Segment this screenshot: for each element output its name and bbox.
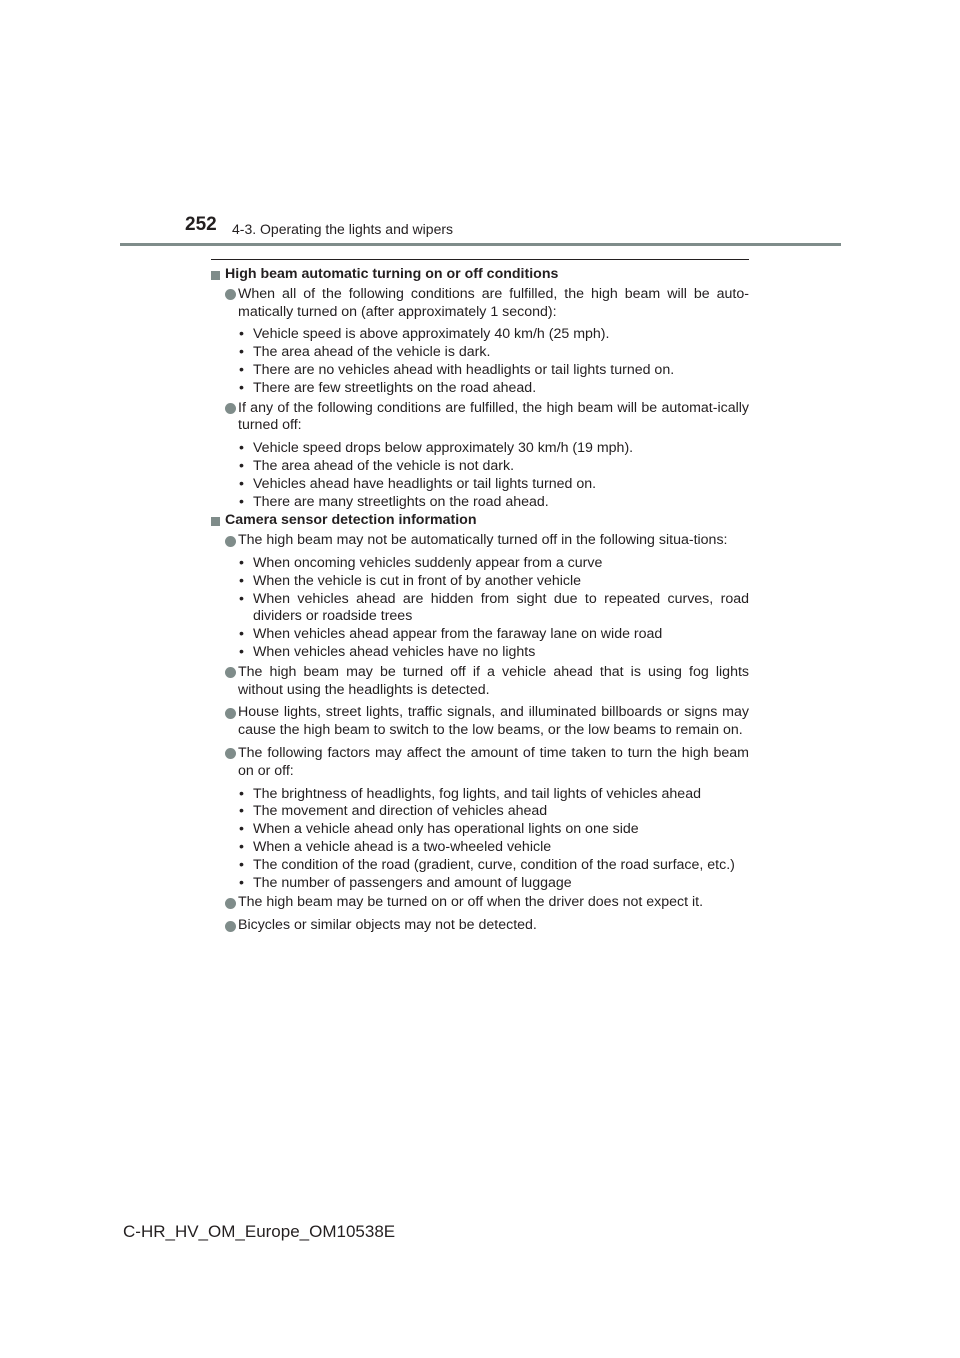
dot-marker: • — [239, 475, 244, 492]
bullet-item — [211, 400, 749, 436]
section-heading-text: High beam automatic turning on or off conditions — [225, 266, 559, 282]
square-bullet-icon — [211, 271, 220, 280]
bullet-text: When all of the following conditions are fulfilled, the high beam will be auto-matically turned on (after approximately 1 second): — [238, 285, 749, 320]
dot-marker: • — [239, 803, 244, 820]
circle-bullet-icon — [225, 536, 236, 547]
sub-list-item: • When vehicles ahead are hidden from sight due to repeated curves, road dividers or roadside trees — [239, 590, 749, 625]
sub-list-item: • The area ahead of the vehicle is not dark. — [239, 457, 515, 474]
circle-bullet-icon — [225, 898, 236, 909]
square-bullet-icon — [211, 517, 220, 526]
sub-list-item: • When vehicles ahead appear from the faraway lane on wide road — [239, 626, 663, 643]
document-code: C-HR_HV_OM_Europe_OM10538E — [123, 1222, 396, 1241]
sub-list-item: • Vehicles ahead have headlights or tail lights turned on. — [239, 475, 597, 492]
circle-bullet-icon — [225, 403, 236, 414]
circle-bullet-icon — [225, 289, 236, 300]
header-divider — [120, 243, 841, 246]
dot-marker: • — [239, 457, 244, 474]
dot-marker: • — [239, 361, 244, 378]
bullet-item — [211, 286, 749, 322]
dot-marker: • — [239, 344, 244, 361]
bullet-item — [211, 704, 749, 740]
sub-list-item: • The brightness of headlights, fog lights, and tail lights of vehicles ahead — [239, 785, 701, 802]
bullet-item — [211, 917, 749, 935]
sub-list — [238, 326, 749, 397]
dot-marker: • — [239, 493, 244, 510]
dot-marker: • — [239, 643, 244, 660]
sub-list-item: • The movement and direction of vehicles ahead — [239, 803, 548, 820]
dot-marker: • — [239, 874, 244, 891]
dot-marker: • — [239, 554, 244, 571]
bullet-text: If any of the following conditions are fulfilled, the high beam will be automat-ically turned off: — [238, 399, 749, 434]
sub-list-item: • When a vehicle ahead only has operational lights on one side — [239, 821, 639, 838]
dot-marker: • — [239, 440, 244, 457]
sub-list-item: • The condition of the road (gradient, curve, condition of the road surface, etc.) — [239, 856, 735, 873]
dot-marker: • — [239, 785, 244, 802]
circle-bullet-icon — [225, 921, 236, 932]
page-number: 252 — [185, 214, 217, 235]
dot-marker: • — [239, 821, 244, 838]
sub-list — [238, 440, 749, 511]
page-content — [211, 265, 749, 935]
sub-list-item: • The area ahead of the vehicle is dark. — [239, 344, 491, 361]
bullet-item — [211, 894, 749, 912]
section-heading — [211, 512, 749, 530]
sub-list — [238, 786, 749, 893]
sub-list-item: • Vehicle speed is above approximately 40 km/h (25 mph). — [239, 326, 610, 343]
section-title: 4-3. Operating the lights and wipers — [232, 221, 454, 237]
sub-list — [238, 555, 749, 662]
sub-list-item: • The number of passengers and amount of luggage — [239, 874, 572, 891]
bullet-text: The following factors may affect the amount of time taken to turn the high beam on or off: — [238, 744, 749, 779]
bullet-text: The high beam may not be automatically turned off in the following situa-tions: — [238, 532, 728, 549]
dot-marker: • — [239, 838, 244, 855]
sub-list-item: • When oncoming vehicles suddenly appear from a curve — [239, 554, 603, 571]
sub-list-item: • There are few streetlights on the road ahead. — [239, 379, 537, 396]
circle-bullet-icon — [225, 708, 236, 719]
bullet-item — [211, 532, 749, 550]
sub-list-item: • Vehicle speed drops below approximately 30 km/h (19 mph). — [239, 440, 634, 457]
bullet-text: The high beam may be turned off if a vehicle ahead that is using fog lights without using the headlights is detected. — [238, 663, 749, 698]
dot-marker: • — [239, 572, 244, 589]
dot-marker: • — [239, 626, 244, 643]
bullet-text: House lights, street lights, traffic signals, and illuminated billboards or signs may cause the high beam to switch to the low beams, or the low beams to remain on. — [238, 704, 749, 739]
sub-list-item: • When a vehicle ahead is a two-wheeled vehicle — [239, 838, 552, 855]
content-divider — [211, 259, 749, 260]
sub-list-item: • When the vehicle is cut in front of by another vehicle — [239, 572, 582, 589]
sub-list-item: • There are no vehicles ahead with headlights or tail lights turned on. — [239, 361, 675, 378]
sub-list-item: • When vehicles ahead vehicles have no lights — [239, 643, 536, 660]
dot-marker: • — [239, 590, 244, 607]
section-heading-text: Camera sensor detection information — [225, 512, 477, 529]
dot-marker: • — [239, 379, 244, 396]
dot-marker: • — [239, 856, 244, 873]
sub-list-item: • There are many streetlights on the road ahead. — [239, 493, 549, 510]
bullet-item — [211, 664, 749, 700]
bullet-text: Bicycles or similar objects may not be detected. — [238, 917, 537, 934]
section-heading — [211, 266, 749, 284]
dot-marker: • — [239, 326, 244, 343]
circle-bullet-icon — [225, 667, 236, 678]
circle-bullet-icon — [225, 748, 236, 759]
bullet-text: The high beam may be turned on or off when the driver does not expect it. — [238, 894, 704, 911]
bullet-item — [211, 745, 749, 781]
